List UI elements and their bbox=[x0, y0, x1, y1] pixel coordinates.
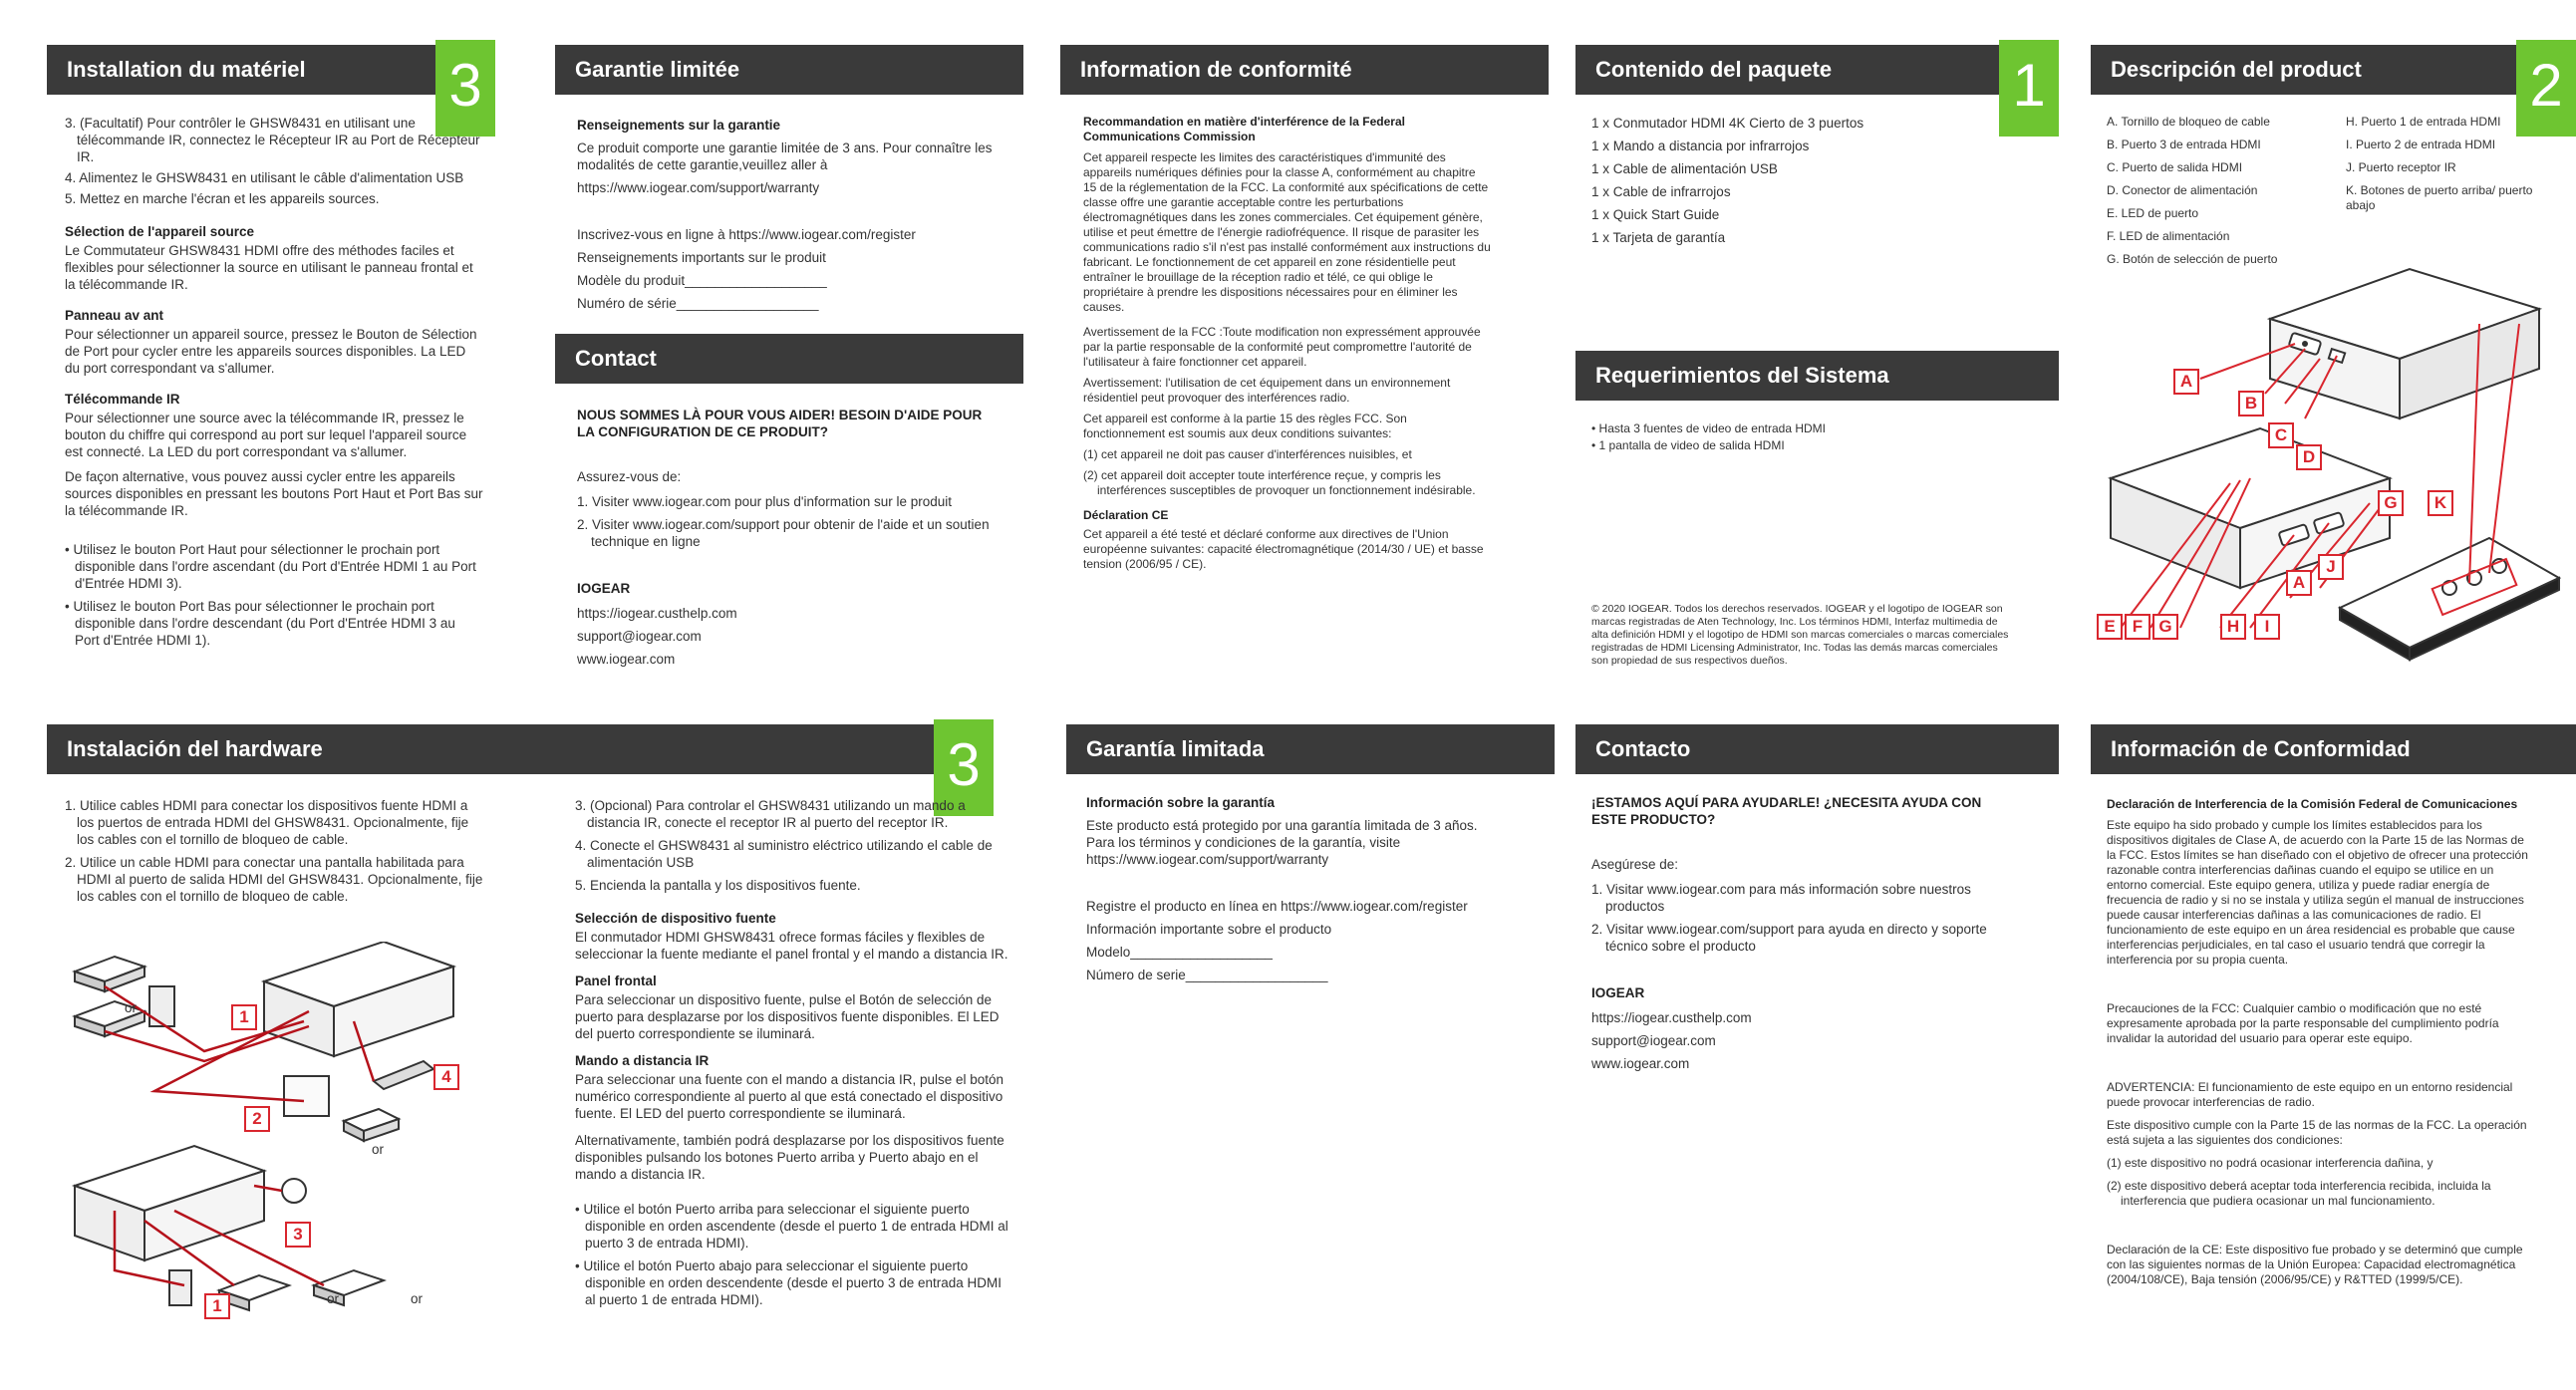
paragraph: Cet appareil a été testé et déclaré conforme aux directives de l'Union européenne suivantes: capacité électromagnétique (2014/30 / UE) et basse tension (2006/95 / CE). bbox=[1083, 527, 1484, 571]
heading: Información sobre la garantía bbox=[1086, 795, 1276, 810]
paragraph: (2) este dispositivo deberá aceptar toda interferencia recibida, incluida la interferencia que pudiera ocasionar un mal funcionamiento. bbox=[2107, 1179, 2491, 1208]
list-item: 1. Visitar www.iogear.com para más información sobre nuestros productos bbox=[1591, 882, 1971, 914]
paragraph: Declaración de la CE: Este dispositivo fue probado y se determinó que cumple con las siguientes normas de la Unión Europea: Capacidad electromagnética (2004/108/CE), Baja tensión (2006/95/CE) y R&TTED (1999/5/CE). bbox=[2107, 1243, 2523, 1286]
callout-label: A bbox=[2286, 570, 2312, 596]
part-item: C. Puerto de salida HDMI bbox=[2107, 160, 2243, 174]
bullet: • Utilisez le bouton Port Haut pour sélectionner le prochain port disponible dans l'ordre ascendant (du Port d'Entrée HDMI 1 au Port d'Entrée HDMI 3). bbox=[65, 542, 476, 591]
callout-label: G bbox=[2378, 490, 2404, 516]
contact-email[interactable]: support@iogear.com bbox=[1591, 1033, 1716, 1048]
step-number-label: 1 bbox=[204, 1293, 230, 1319]
step-number-label: 4 bbox=[433, 1064, 459, 1090]
step-text: 4. Conecte el GHSW8431 al suministro eléctrico utilizando el cable de alimentación USB bbox=[575, 838, 993, 870]
list-item: • Hasta 3 fuentes de video de entrada HDMI bbox=[1591, 421, 1827, 435]
heading: Recommandation en matière d'interférence de la Federal Communications Commission bbox=[1083, 115, 1405, 143]
step-text: 5. Mettez en marche l'écran et les appareils sources. bbox=[65, 191, 380, 206]
pc-tower bbox=[169, 1270, 191, 1305]
paragraph: De façon alternative, vous pouvez aussi cycler entre les appareils sources disponibles en pressant les boutons Port Haut et Port Bas sur la télécommande IR. bbox=[65, 469, 483, 518]
list-item: 1. Visiter www.iogear.com pour plus d'information sur le produit bbox=[577, 494, 953, 509]
panel-es-compliance bbox=[2061, 0, 2576, 1390]
or-label: or bbox=[125, 1000, 138, 1015]
callout-label: F bbox=[2125, 614, 2150, 640]
part-item: E. LED de puerto bbox=[2107, 206, 2199, 220]
heading: Selección de dispositivo fuente bbox=[575, 911, 776, 926]
step-text: 3. (Opcional) Para controlar el GHSW8431 utilizando un mando a distancia IR, conecte el receptor IR al puerto del receptor IR. bbox=[575, 798, 966, 830]
paragraph: Pour sélectionner un appareil source, pressez le Bouton de Sélection de Port pour cycler entre les appareils sources disponibles. La LED du port correspondant va s'allumer. bbox=[65, 327, 477, 376]
paragraph: Para seleccionar un dispositivo fuente, pulse el Botón de selección de puerto para desplazarse por los dispositivos fuente disponibles. El LED del puerto correspondiente se iluminará. bbox=[575, 992, 1000, 1041]
section-title: Contacto bbox=[1595, 736, 1691, 761]
paragraph: Le Commutateur GHSW8431 HDMI offre des méthodes faciles et flexibles pour sélectionner la source en utilisant le panneau frontal et la télécommande IR. bbox=[65, 243, 473, 292]
part-item: D. Conector de alimentación bbox=[2107, 183, 2258, 197]
panel-es-warranty bbox=[1030, 0, 1546, 1390]
step-text: 1. Utilice cables HDMI para conectar los dispositivos fuente HDMI a los puertos de entrada HDMI del GHSW8431. Opcionalmente, fije los cables con el tornillo de bloqueo de cable. bbox=[65, 798, 469, 847]
es-compliance-body bbox=[2107, 797, 2535, 1301]
callout-label: B bbox=[2238, 391, 2264, 417]
heading: Renseignements sur la garantie bbox=[577, 118, 781, 133]
callout-label: G bbox=[2152, 614, 2178, 640]
heading: Panel frontal bbox=[575, 973, 657, 988]
part-item: K. Botones de puerto arriba/ puerto abajo bbox=[2346, 183, 2533, 212]
usb-cable bbox=[374, 1061, 433, 1089]
step-number-label: 1 bbox=[231, 1004, 257, 1030]
list-item: 1 x Cable de alimentación USB bbox=[1591, 161, 1778, 176]
section-title: Contenido del paquete bbox=[1595, 57, 1833, 82]
section-title: Contact bbox=[575, 346, 657, 371]
section-title: Instalación del hardware bbox=[67, 736, 323, 761]
serial-field: Número de serie___________________ bbox=[1086, 968, 1328, 982]
pc-tower bbox=[149, 986, 174, 1026]
register-link[interactable]: Registre el producto en línea en https://www.iogear.com/register bbox=[1086, 899, 1468, 914]
step-number-label: 3 bbox=[285, 1222, 311, 1248]
brand-name: IOGEAR bbox=[577, 581, 631, 596]
part-item: J. Puerto receptor IR bbox=[2346, 160, 2456, 174]
paragraph: Este producto está protegido por una garantía limitada de 3 años. Para los términos y condiciones de la garantía, visite https://www.iogear.com/support/warranty bbox=[1086, 818, 1478, 867]
bullet: • Utilisez le bouton Port Bas pour sélectionner le prochain port disponible dans l'ordre descendant (du Port d'Entrée HDMI 3 au Port d'Entrée HDMI 1). bbox=[65, 599, 455, 648]
heading: Panneau av ant bbox=[65, 308, 164, 323]
paragraph: (1) cet appareil ne doit pas causer d'interférences nuisibles, et bbox=[1083, 447, 1412, 461]
step-text: 3. (Facultatif) Pour contrôler le GHSW8431 en utilisant une télécommande IR, connectez le Récepteur IR au Port de Récepteur IR. bbox=[65, 116, 480, 164]
list-item: 1 x Mando a distancia por infrarrojos bbox=[1591, 139, 1810, 153]
or-label: or bbox=[372, 1142, 385, 1157]
paragraph: © 2020 IOGEAR. Todos los derechos reservados. IOGEAR y el logotipo de IOGEAR son marcas registradas de Aten Technology, Inc. Los términos HDMI, Interfaz multimedia de alta definición HDMI y el logotipo de HDMI son marcas comerciales o marcas comerciales registradas de HDMI Licensing Administrator, Inc. Todas las demás marcas comerciales son propiedad de sus respectivos dueños. bbox=[1591, 603, 2009, 667]
paragraph: Este equipo ha sido probado y cumple los límites establecidos para los dispositivos digitales de Clase A, de acuerdo con la Parte 15 de las Normas de la FCC. Estos límites se han diseñado con el objetivo de ofrecer una protección razonable contra interferencias dañinas cuando el equipo se utilice en un entorno comercial. Este equipo genera, utiliza y puede radiar energía de frecuencia de radio y si no se instala y utiliza según el manual de instrucciones puede causar interferencias dañinas a las comunicaciones de radio. El funcionamiento de este equipo en un área residencial es probable que cause interferencias perjudiciales, en tal caso el usuario tendrá que corregir la interferencia por su propia cuenta. bbox=[2107, 818, 2528, 967]
paragraph: Renseignements importants sur le produit bbox=[577, 250, 826, 265]
list-item: 2. Visiter www.iogear.com/support pour obtenir de l'aide et un soutien technique en ligne bbox=[577, 517, 990, 549]
or-label: or bbox=[411, 1291, 424, 1306]
part-item: G. Botón de selección de puerto bbox=[2107, 252, 2278, 266]
callout-label: I bbox=[2254, 614, 2280, 640]
section-title: Installation du matériel bbox=[67, 57, 306, 82]
paragraph: (1) este dispositivo no podrá ocasionar interferencia dañina, y bbox=[2107, 1156, 2433, 1170]
step-text: 4. Alimentez le GHSW8431 en utilisant le câble d'alimentation USB bbox=[65, 170, 464, 185]
heading: Télécommande IR bbox=[65, 392, 180, 407]
panel-es-hardware-cont bbox=[515, 0, 1030, 1390]
brand-name: IOGEAR bbox=[1591, 985, 1645, 1000]
paragraph: Pour sélectionner une source avec la télécommande IR, pressez le bouton du chiffre qui correspond au port sur lequel l'appareil source est connecté. La LED du port correspondant va s'allumer. bbox=[65, 411, 467, 459]
list-item: 1 x Cable de infrarrojos bbox=[1591, 184, 1731, 199]
list-item: 1 x Conmutador HDMI 4K Cierto de 3 puertos bbox=[1591, 116, 1864, 131]
list-item: 1 x Tarjeta de garantía bbox=[1591, 230, 1726, 245]
section-header bbox=[1066, 724, 1555, 774]
heading: Sélection de l'appareil source bbox=[65, 224, 255, 239]
paragraph: Alternativamente, también podrá desplazarse por los dispositivos fuente disponibles pulsando los botones Puerto arriba y Puerto abajo en el mando a distancia IR. bbox=[575, 1133, 1004, 1182]
bullet: • Utilice el botón Puerto abajo para seleccionar el siguiente puerto disponible en orden descendente (desde el puerto 3 de entrada HDMI al puerto 1 de entrada HDMI). bbox=[575, 1258, 1002, 1307]
paragraph: Cet appareil respecte les limites des caractéristiques d'immunité des appareils numériques définies pour la classe A, conformément au chapitre 15 de la réglementation de la FCC. La conformité aux spécifications de cette classe offre une garantie acceptable contre les perturbations électromagnétiques dans les zones commerciales. Cet équipement génère, utilise et peut émettre de l'énergie radiofréquence. Il risque de parasiter les communications radio s'il n'est pas installé conformément aux instructions du fabricant. Le fonctionnement de cet appareil en zone résidentielle peut entraîner le brouillage de la réception radio et télé, ce qui oblige le propriétaire à prendre les dispositions nécessaires pour en éliminer les causes. bbox=[1083, 150, 1491, 314]
heading: Declaración de Interferencia de la Comisión Federal de Comunicaciones bbox=[2107, 797, 2518, 811]
or-label: or bbox=[327, 1291, 340, 1306]
step-badge: 2 bbox=[2516, 40, 2576, 137]
paragraph: Assurez-vous de: bbox=[577, 469, 682, 484]
contact-link[interactable]: https://iogear.custhelp.com bbox=[577, 606, 737, 621]
paragraph: Avertissement de la FCC :Toute modification non expressément approuvée par la partie responsable de la conformité peut compromettre l'autorité de l'utilisateur à faire fonctionner cet appareil. bbox=[1083, 325, 1481, 369]
paragraph: Ce produit comporte une garantie limitée de 3 ans. Pour connaître les modalités de cette garantie,veuillez aller à bbox=[577, 140, 993, 172]
part-item: F. LED de alimentación bbox=[2107, 229, 2230, 243]
hardware-steps bbox=[65, 797, 488, 919]
model-field: Modelo___________________ bbox=[1086, 945, 1273, 960]
es-warranty-body bbox=[1086, 794, 1505, 997]
es-contact-body bbox=[1591, 794, 2010, 1086]
section-title: Información de Conformidad bbox=[2111, 736, 2411, 761]
section-title: Information de conformité bbox=[1080, 57, 1352, 82]
list-item: 2. Visitar www.iogear.com/support para ayuda en directo y soporte técnico sobre el producto bbox=[1591, 922, 1987, 954]
step-badge: 1 bbox=[1999, 40, 2059, 137]
section-title: Garantie limitée bbox=[575, 57, 740, 82]
callout-label: H bbox=[2220, 614, 2246, 640]
contact-website[interactable]: www.iogear.com bbox=[577, 652, 676, 667]
step-text: 2. Utilice un cable HDMI para conectar una pantalla habilitada para HDMI al puerto de salida HDMI del GHSW8431. Opcionalmente, fije los cables con el tornillo de bloqueo de cable. bbox=[65, 855, 483, 904]
bullet: • Utilice el botón Puerto arriba para seleccionar el siguiente puerto disponible en orden ascendente (desde el puerto 1 de entrada HDMI al puerto 3 de entrada HDMI). bbox=[575, 1202, 1008, 1251]
hardware-steps-cont bbox=[575, 797, 1008, 1322]
paragraph: El conmutador HDMI GHSW8431 ofrece formas fáciles y flexibles de seleccionar la fuente mediante el panel frontal y el mando a distancia IR. bbox=[575, 930, 1008, 962]
callout-label: J bbox=[2318, 554, 2344, 580]
model-field: Modèle du produit___________________ bbox=[577, 273, 827, 288]
panel-es-contact bbox=[1546, 0, 2061, 1390]
part-item: I. Puerto 2 de entrada HDMI bbox=[2346, 138, 2496, 151]
callout-label: E bbox=[2097, 614, 2123, 640]
part-item: H. Puerto 1 de entrada HDMI bbox=[2346, 115, 2501, 129]
paragraph: Información importante sobre el producto bbox=[1086, 922, 1332, 937]
step-badge: 3 bbox=[435, 40, 495, 137]
heading: Déclaration CE bbox=[1083, 508, 1169, 522]
part-item: A. Tornillo de bloqueo de cable bbox=[2107, 115, 2270, 129]
list-item: • 1 pantalla de video de salida HDMI bbox=[1591, 438, 1785, 452]
warranty-link[interactable]: https://www.iogear.com/support/warranty bbox=[577, 180, 820, 195]
paragraph: Precauciones de la FCC: Cualquier cambio o modificación que no esté expresamente aprobada por la parte responsable del cumplimiento podría invalidar la autoridad del usuario para operar este equipo. bbox=[2107, 1001, 2499, 1045]
step-text: 5. Encienda la pantalla y los dispositivos fuente. bbox=[575, 878, 861, 893]
part-item: B. Puerto 3 de entrada HDMI bbox=[2107, 138, 2261, 151]
step-number-label: 2 bbox=[244, 1106, 270, 1132]
paragraph: Asegúrese de: bbox=[1591, 857, 1679, 872]
paragraph: Para seleccionar una fuente con el mando a distancia IR, pulse el botón numérico correspondiente al puerto al que está conectado el dispositivo fuente. El LED del puerto correspondiente se iluminará. bbox=[575, 1072, 1004, 1121]
step-badge: 3 bbox=[934, 719, 994, 816]
heading: Mando a distancia IR bbox=[575, 1053, 710, 1068]
paragraph: (2) cet appareil doit accepter toute interférence reçue, y compris les interférences susceptibles de provoquer un fonctionnement indésirable. bbox=[1083, 468, 1476, 497]
paragraph: Avertissement: l'utilisation de cet équipement dans un environnement résidentiel peut provoquer des interférences radio. bbox=[1083, 376, 1451, 405]
register-link[interactable]: Inscrivez-vous en ligne à https://www.iogear.com/register bbox=[577, 227, 916, 242]
section-title: Garantía limitada bbox=[1086, 736, 1265, 761]
contact-email[interactable]: support@iogear.com bbox=[577, 629, 702, 644]
section-header bbox=[2091, 724, 2576, 774]
ir-receiver bbox=[282, 1179, 306, 1203]
contact-website[interactable]: www.iogear.com bbox=[1591, 1056, 1690, 1071]
paragraph: ADVERTENCIA: El funcionamiento de este equipo en un entorno residencial puede provocar interferencias de radio. bbox=[2107, 1080, 2513, 1109]
list-item: 1 x Quick Start Guide bbox=[1591, 207, 1720, 222]
callout-label: D bbox=[2296, 444, 2322, 470]
tv-display bbox=[284, 1076, 329, 1116]
section-header bbox=[1575, 724, 2059, 774]
heading: NOUS SOMMES LÀ POUR VOUS AIDER! BESOIN D'AIDE POUR LA CONFIGURATION DE CE PRODUIT? bbox=[577, 408, 983, 439]
paragraph: Cet appareil est conforme à la partie 15 des règles FCC. Son fonctionnement est soumis aux deux conditions suivantes: bbox=[1083, 412, 1407, 440]
contact-link[interactable]: https://iogear.custhelp.com bbox=[1591, 1010, 1752, 1025]
heading: ¡ESTAMOS AQUÍ PARA AYUDARLE! ¿NECESITA AYUDA CON ESTE PRODUCTO? bbox=[1591, 795, 1982, 827]
section-title: Descripción del product bbox=[2111, 57, 2362, 82]
serial-field: Numéro de série___________________ bbox=[577, 296, 819, 311]
section-title: Requerimientos del Sistema bbox=[1595, 363, 1889, 388]
connection-diagram bbox=[55, 942, 513, 1340]
callout-label: C bbox=[2268, 422, 2294, 448]
callout-label: A bbox=[2173, 369, 2199, 395]
paragraph: Este dispositivo cumple con la Parte 15 de las normas de la FCC. La operación está sujeta a las siguientes dos condiciones: bbox=[2107, 1118, 2527, 1147]
callout-label: K bbox=[2428, 490, 2453, 516]
